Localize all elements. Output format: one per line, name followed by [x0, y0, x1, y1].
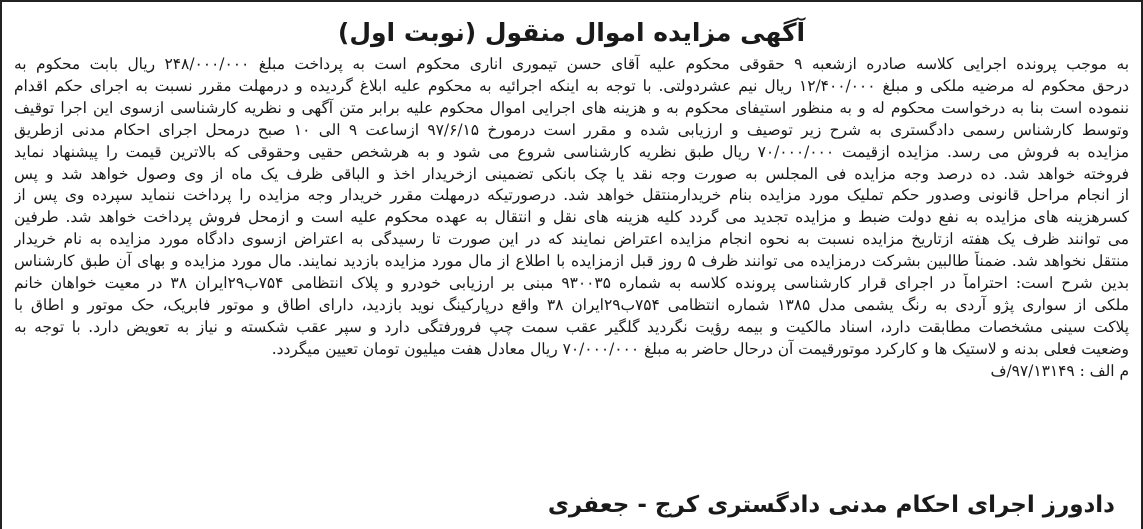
body-line: منتقل نخواهد شد. ضمناً طالبین بشرکت درمزایده می توانند ظرف ۵ روز قبل ازمزایده با اطلاع از مال مورد مزایده بازدید نمایند. مال مورد مزایده و بهای آن طبق کارشناس	[14, 252, 1129, 271]
body-line: پلاکت سینی مشخصات مطابقت دارد، اسناد مالکیت و بیمه رؤیت نگردید گلگیر عقب سمت چپ فرورفتگی دارد و سپر عقب شکسته و نیاز به تعویض دارد. با توجه به	[14, 317, 1129, 336]
body-line: از انجام مراحل قانونی وصدور حکم تملیک مورد مزایده بنام خریدارمنتقل خواهد شد. درصورتیکه درمهلت مقرر خریدار وجه مزایده را پرداخت ننماید سپرده وی پس از	[14, 186, 1129, 205]
body-line: به موجب پرونده اجرایی کلاسه صادره ازشعبه ۹ حقوقی محکوم علیه آقای حسن تیموری اناری محکوم است به پرداخت مبلغ ۲۴۸/۰۰۰/۰۰۰ ریال بابت محکوم به	[14, 55, 1129, 73]
reference-number: م الف : ۹۷/۱۳۱۴۹/ف	[990, 361, 1129, 380]
notice-title: آگهی مزایده اموال منقول (نوبت اول)	[337, 18, 806, 47]
body-line: فروخته خواهد شد. ده درصد وجه مزایده فی المجلس به صورت وجه نقد یا چک بانکی تضمینی ازخریدار اخذ و الباقی ظرف یک ماه از وی وصول خواهد شد و پس	[14, 164, 1129, 183]
body-line: بدین شرح است: احتراماً در اجرای قرار کارشناسی پرونده کلاسه به شماره ۹۳۰۰۳۵ مبنی بر ارزیابی خودرو و پلاک انتظامی ۷۵۴ب۲۹ایران ۳۸ در معیت خواهان خانم	[14, 274, 1129, 293]
body-line: وتوسط کارشناس رسمی دادگستری به شرح زیر توصیف و ارزیابی شده و مقرر است درمورخ ۹۷/۶/۱۵ ازساعت ۹ الی ۱۰ صبح درمحل اجرای احکام مدنی ازطریق	[14, 120, 1129, 139]
body-line: ملکی از سواری پژو آردی به رنگ یشمی مدل ۱۳۸۵ شماره انتظامی ۷۵۴ب۲۹ایران ۳۸ واقع درپارکینگ نوید بازدید، دارای اطاق و موتور فابریک، حک موتور و اطاق با	[14, 295, 1129, 314]
body-line: ننموده است بنا به درخواست محکوم له و به منظور استیفای محکوم به و هزینه های اجرایی اموال محکوم علیه برابر متن آگهی و نظریه کارشناسی ازسوی این اجرا توقیف	[14, 98, 1129, 117]
notice-body	[14, 54, 1129, 361]
body-line: کسرهزینه های مزایده به نفع دولت ضبط و مزایده تجدید می گردد کلیه هزینه های نقل و انتقال به عهده محکوم علیه است و ازمحل فروش پرداخت خواهد شد. طرفین	[14, 208, 1129, 227]
body-line: مزایده به فروش می رسد. مزایده ازقیمت ۷۰/۰۰۰/۰۰۰ ریال طبق نظریه کارشناسی شروع می شود و به هرشخص حقیی وحقوقی که بالاترین قیمت را پیشنهاد نماید	[14, 142, 1129, 161]
body-line: می توانند ظرف یک هفته ازتاریخ مزایده نسبت به نحوه انجام مزایده اعتراض نمایند که در این صورت تا رسیدگی به اعتراض ازسوی دادگاه مورد مزایده به نام خریدار	[14, 230, 1129, 249]
signature-line: دادورز اجرای احکام مدنی دادگستری کرج - جعفری	[547, 492, 1115, 518]
body-line: درحق محکوم له مرضیه ملکی و مبلغ ۱۲/۴۰۰/۰۰۰ ریال نیم عشردولتی. با توجه به اینکه اجرائیه به محکوم علیه ابلاغ گردیده و درمهلت مقرر نسبت به اجرای حکم اقدام	[14, 76, 1129, 95]
body-line-last: وضعیت فعلی بدنه و لاستیک ها و کارکرد موتورقیمت آن درحال حاضر به مبلغ ۷۰/۰۰۰/۰۰۰ ریال معادل هفت میلیون تومان تعیین میگردد.	[271, 339, 1129, 358]
